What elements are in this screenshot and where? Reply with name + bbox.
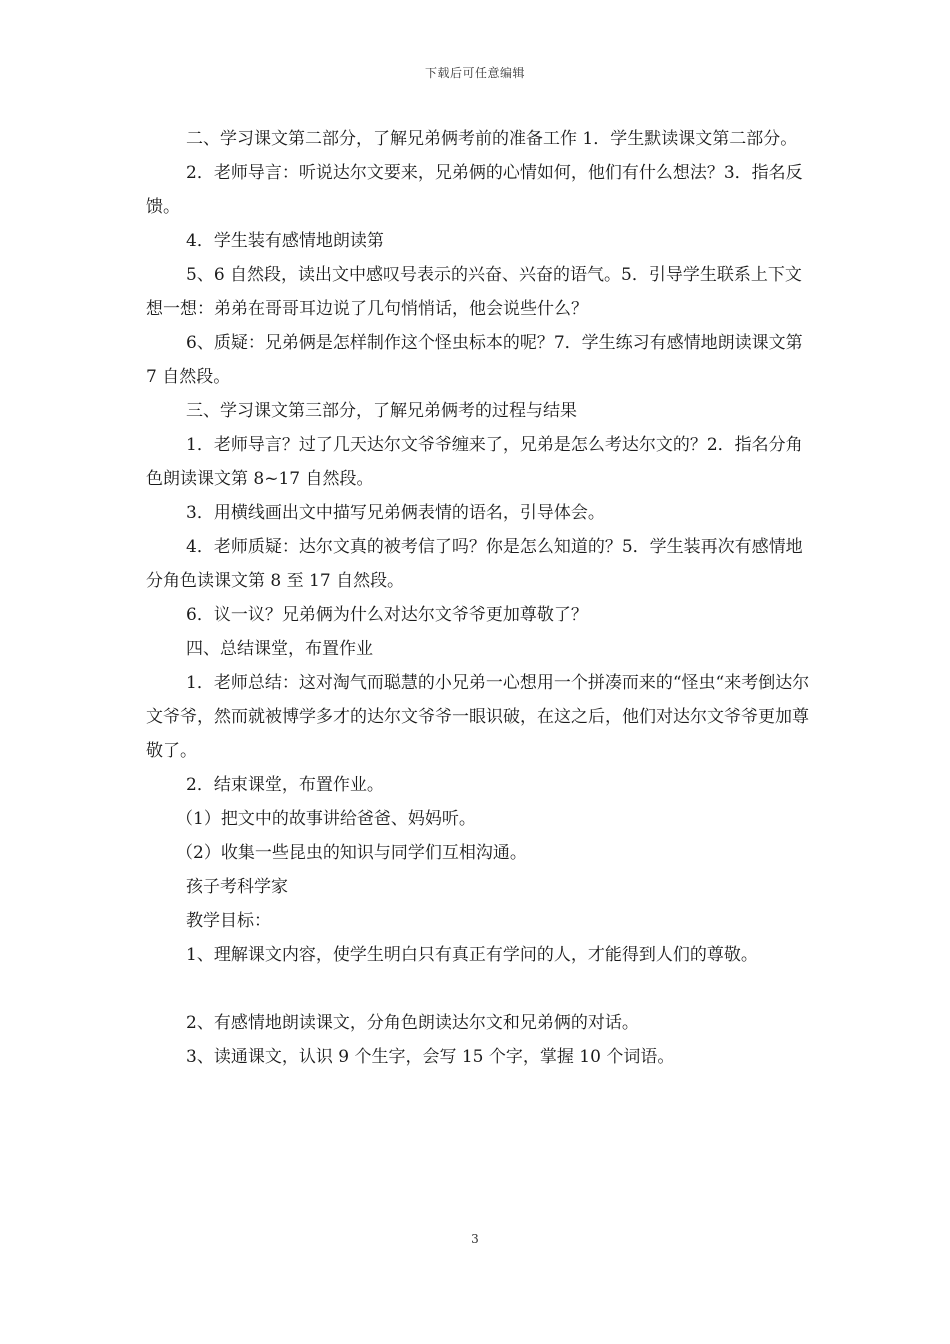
paragraph: 3．用横线画出文中描写兄弟俩表情的语名，引导体会。	[186, 503, 605, 523]
objective-item: 2、有感情地朗读课文，分角色朗读达尔文和兄弟俩的对话。	[186, 1013, 639, 1033]
paragraph: 2．结束课堂，布置作业。	[186, 775, 384, 795]
paragraph: 6．议一议？兄弟俩为什么对达尔文爷爷更加尊敬了？	[186, 605, 588, 625]
document-body	[146, 122, 810, 1074]
objectives-heading: 教学目标：	[186, 911, 271, 931]
paragraph: 1．老师导言？过了几天达尔文爷爷缠来了，兄弟是怎么考达尔文的？2．指名分角色朗读课文第 8~17 自然段。	[146, 435, 803, 489]
section-heading: 四、总结课堂，布置作业	[186, 639, 373, 659]
paragraph: 4．老师质疑：达尔文真的被考信了吗？你是怎么知道的？5．学生装再次有感情地分角色读课文第 8 至 17 自然段。	[146, 537, 803, 591]
list-item: （1）把文中的故事讲给爸爸、妈妈听。	[176, 809, 476, 829]
paragraph: 二、学习课文第二部分，了解兄弟俩考前的准备工作 1．学生默读课文第二部分。	[186, 129, 798, 149]
paragraph: 6、质疑：兄弟俩是怎样制作这个怪虫标本的呢？7．学生练习有感情地朗读课文第 7 自然段。	[146, 333, 803, 387]
page-number: 3	[471, 1232, 479, 1246]
objective-item: 1、理解课文内容，使学生明白只有真正有学问的人，才能得到人们的尊敬。	[186, 945, 758, 965]
paragraph: 5、6 自然段，读出文中感叹号表示的兴奋、兴奋的语气。5．引导学生联系上下文想一想：弟弟在哥哥耳边说了几句悄悄话，他会说些什么？	[146, 265, 802, 319]
section-heading: 三、学习课文第三部分，了解兄弟俩考的过程与结果	[186, 401, 577, 421]
paragraph: 1．老师总结：这对淘气而聪慧的小兄弟一心想用一个拼凑而来的“怪虫“来考倒达尔文爷爷，然而就被博学多才的达尔文爷爷一眼识破，在这之后，他们对达尔文爷爷更加尊敬了。	[146, 673, 810, 761]
objective-item: 3、读通课文，认识 9 个生字，会写 15 个字，掌握 10 个词语。	[186, 1047, 675, 1067]
lesson-title: 孩子考科学家	[186, 877, 288, 897]
page-header: 下载后可任意编辑	[424, 66, 525, 80]
paragraph: 4．学生装有感情地朗读第	[186, 231, 384, 251]
list-item: （2）收集一些昆虫的知识与同学们互相沟通。	[176, 843, 527, 863]
blank-line	[146, 972, 810, 1006]
paragraph: 2．老师导言：听说达尔文要来，兄弟俩的心情如何，他们有什么想法？3．指名反馈。	[146, 163, 803, 217]
